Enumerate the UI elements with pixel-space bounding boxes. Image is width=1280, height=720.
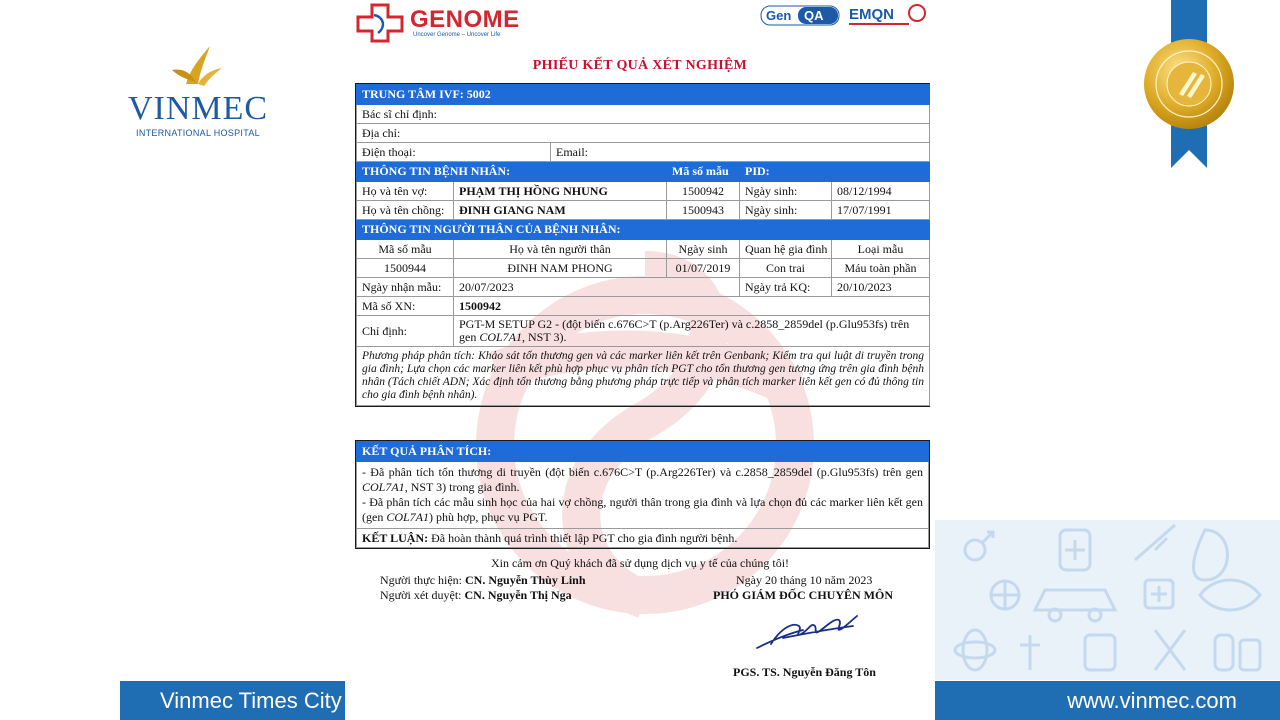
genome-name: GENOME [410,6,520,33]
relative-name: ĐINH NAM PHONG [454,259,667,278]
husband-dob: 17/07/1991 [832,201,930,220]
signature-icon [753,604,863,658]
results-box [355,440,930,549]
patient-info-table [356,84,930,406]
wife-name: PHẠM THỊ HỒNG NHUNG [454,182,667,201]
vinmec-subtitle: INTERNATIONAL HOSPITAL [136,128,260,138]
husband-dob-label: Ngày sinh: [740,201,832,220]
results-table [356,441,929,548]
relatives-col-type: Loại mẫu [832,240,930,259]
test-id: 1500942 [454,297,930,316]
svg-text:EMQN: EMQN [849,6,894,23]
indication-label: Chỉ định: [357,316,454,347]
result-document [345,0,935,720]
conclusion-row [357,529,929,548]
indication-text [454,316,930,347]
wife-dob: 08/12/1994 [832,182,930,201]
husband-sample: 1500943 [667,201,740,220]
conclusion-text: Đã hoàn thành quá trình thiết lập PGT cho gia đình người bệnh. [428,530,738,545]
conclusion [357,529,929,548]
genome-cross-icon [354,3,406,43]
emqn-logo-icon [847,2,927,28]
method-row [357,347,930,406]
relatives-columns-row [357,240,930,259]
relative-sample: 1500944 [357,259,454,278]
method-text: Phương pháp phân tích: Khảo sát tổn thương gen và các marker liên kết trên Genbank; Kiểm tra qui luật di truyền trong gia đình; Lựa chọn các marker liên kết phù hợp phục vụ phân tích PGT cho tổn thương gen tương ứng trên gia đình bệnh nhân (Tách chiết ADN; Xác định tổn thương bằng phương pháp trực tiếp và phân tích marker liên kết gen có đủ thông tin cho gia đình bệnh nhân). [357,347,930,406]
husband-label: Họ và tên chồng: [357,201,454,220]
result-item-1 [357,462,929,529]
genome-logo [350,2,520,42]
reviewer-name: CN. Nguyễn Thị Nga [464,588,572,602]
doctor-label: Bác sĩ chỉ định: [357,105,930,124]
address-row [357,124,930,143]
indication-part-b: , NST 3). [522,330,567,344]
test-id-label: Mã số XN: [357,297,454,316]
dates-row [357,278,930,297]
performer-line [380,573,586,588]
performer-name: CN. Nguyễn Thùy Linh [465,573,586,587]
svg-text:Gen: Gen [766,8,792,23]
sample-header: Mã số mẫu [667,162,740,182]
wife-label: Họ và tên vợ: [357,182,454,201]
results-header: KẾT QUẢ PHÂN TÍCH: [357,442,929,462]
signer-name: PGS. TS. Nguyễn Đăng Tôn [733,665,876,679]
footer-website[interactable]: www.vinmec.com [935,681,1280,720]
results-header-row [357,442,929,462]
husband-row [357,201,930,220]
indication-gene: COL7A1 [479,330,523,344]
relatives-col-name: Họ và tên người thân [454,240,667,259]
patient-header-row [357,162,930,182]
medical-icons-background [935,520,1280,680]
genome-tagline: Uncover Genome – Uncover Life [413,32,501,38]
doctor-row [357,105,930,124]
wife-sample: 1500942 [667,182,740,201]
date-line: Ngày 20 tháng 10 năm 2023 [736,573,873,587]
test-id-row [357,297,930,316]
relative-dob: 01/07/2019 [667,259,740,278]
relatives-col-sample: Mã số mẫu [357,240,454,259]
vinmec-bird-icon [168,40,228,90]
svg-text:QA: QA [804,8,824,23]
received-date: 20/07/2023 [454,278,740,297]
result-date-label: Ngày trả KQ: [740,278,832,297]
result-item-2-a: - Đã phân tích các mẫu sinh học của hai vợ chồng, người thân trong gia đình và lựa chọn đủ các marker liên kết gen (gen [362,495,923,524]
relatives-header-row [357,220,930,240]
jci-seal-icon [1143,38,1235,130]
result-item-2-b: ) phù hợp, phục vụ PGT. [429,510,548,524]
pid-header: PID: [740,162,930,182]
relative-relation: Con trai [740,259,832,278]
document-title: PHIẾU KẾT QUẢ XÉT NGHIỆM [532,58,748,73]
genqa-logo-icon [760,3,840,27]
conclusion-label: KẾT LUẬN: [362,530,429,545]
thanks-text: Xin cảm ơn Quý khách đã sử dụng dịch vụ y tế của chúng tôi! [490,556,790,570]
wife-dob-label: Ngày sinh: [740,182,832,201]
contact-row [357,143,930,162]
relatives-header: THÔNG TIN NGƯỜI THÂN CỦA BỆNH NHÂN: [357,220,930,240]
result-item-1-a: - Đã phân tích tổn thương di truyền (đột biến c.676C>T (p.Arg226Ter) và c.2858_2859del (p.Glu953fs) trên gen [362,465,923,479]
received-label: Ngày nhận mẫu: [357,278,454,297]
phone-label: Điện thoại: [357,143,551,162]
indication-row [357,316,930,347]
wife-row [357,182,930,201]
address-label: Địa chỉ: [357,124,930,143]
reviewer-line [380,588,572,603]
performer-label: Người thực hiện: [380,573,463,587]
husband-name: ĐINH GIANG NAM [454,201,667,220]
patient-header: THÔNG TIN BỆNH NHÂN: [357,162,667,182]
center-header-row [357,85,930,105]
indication-part-a: PGT-M SETUP G2 - (đột biến c.676C>T (p.Arg226Ter) và c.2858_2859del (p.Glu953fs) trên gen [459,317,910,344]
result-item-1-gene: COL7A1 [362,480,405,494]
email-label: Email: [551,143,930,162]
vinmec-logo [118,40,278,138]
result-date: 20/10/2023 [832,278,930,297]
result-item-1-row [357,462,929,529]
relative-row [357,259,930,278]
result-item-2-gene: COL7A1 [386,510,430,524]
relatives-col-relation: Quan hệ gia đình [740,240,832,259]
center-header: TRUNG TÂM IVF: 5002 [357,85,930,105]
relative-type: Máu toàn phần [832,259,930,278]
footer-location: Vinmec Times City [120,681,345,720]
position-title: PHÓ GIÁM ĐỐC CHUYÊN MÔN [713,588,893,602]
relatives-col-dob: Ngày sinh [667,240,740,259]
reviewer-label: Người xét duyệt: [380,588,462,602]
vinmec-name: VINMEC [127,90,269,127]
result-item-1-b: , NST 3) trong gia đình. [404,480,520,494]
patient-info-box [355,83,930,407]
